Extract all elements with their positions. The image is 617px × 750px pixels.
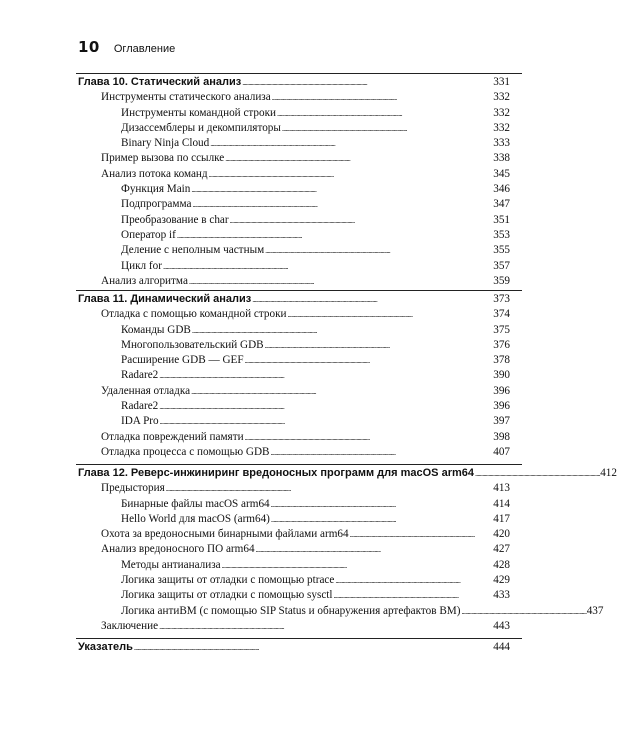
- dot-leader: [230, 214, 493, 228]
- toc-entry[interactable]: [78, 274, 510, 289]
- dot-leader: [242, 76, 492, 90]
- toc-entry-title: Отладка с помощью командной строки: [101, 308, 287, 321]
- toc-entry-page: 357: [493, 259, 510, 272]
- toc-entry[interactable]: [78, 368, 510, 383]
- toc-entry-title: Radare2: [121, 369, 159, 382]
- toc-entry-title: Указатель: [78, 641, 133, 653]
- dot-leader: [210, 137, 492, 151]
- toc-entry-title: Команды GDB: [121, 323, 191, 336]
- toc-section: [78, 75, 510, 289]
- toc-entry[interactable]: [78, 307, 510, 322]
- toc-entry[interactable]: [78, 353, 510, 368]
- toc-entry[interactable]: [78, 527, 510, 542]
- dot-leader: [222, 559, 493, 573]
- toc-entry-title: Отладка повреждений памяти: [101, 430, 244, 443]
- toc-entry[interactable]: [78, 573, 510, 588]
- dot-leader: [271, 498, 493, 512]
- toc-entry[interactable]: [78, 228, 510, 243]
- section-rule: [76, 73, 522, 74]
- toc-entry-page: 397: [493, 415, 510, 428]
- toc-entry-title: Расширение GDB — GEF: [121, 354, 244, 367]
- toc-entry[interactable]: [78, 619, 510, 634]
- toc-entry-page: 390: [493, 369, 510, 382]
- toc-entry[interactable]: [78, 90, 510, 105]
- toc-entry-title: Предыстория: [101, 482, 165, 495]
- section-rule: [76, 290, 522, 291]
- toc-entry-page: 417: [493, 512, 510, 525]
- toc-entry[interactable]: [78, 243, 510, 258]
- toc-entry-page: 444: [493, 641, 510, 653]
- toc-entry-title: Преобразование в char: [121, 213, 229, 226]
- toc-entry[interactable]: [78, 558, 510, 573]
- toc-entry[interactable]: [78, 167, 510, 182]
- dot-leader: [334, 589, 493, 603]
- toc-entry-page: 347: [493, 198, 510, 211]
- dot-leader: [271, 513, 492, 527]
- dot-leader: [277, 107, 492, 121]
- toc-entry-page: 420: [493, 528, 510, 541]
- toc-entry-title: Логика защиты от отладки с помощью sysctl: [121, 589, 333, 602]
- toc-entry-page: 345: [493, 167, 510, 180]
- toc-entry-title: Цикл for: [121, 259, 162, 272]
- toc-entry-page: 331: [493, 76, 510, 88]
- toc-entry-page: 375: [493, 323, 510, 336]
- toc-chapter-entry[interactable]: [78, 292, 510, 307]
- toc-entry-title: Отладка процесса с помощью GDB: [101, 445, 270, 458]
- toc-entry[interactable]: [78, 481, 510, 496]
- toc-entry-title: Hello World для macOS (arm64): [121, 512, 270, 525]
- toc-entry-page: 428: [493, 558, 510, 571]
- toc-entry[interactable]: [78, 414, 510, 429]
- toc-entry[interactable]: [78, 136, 510, 151]
- toc-entry[interactable]: [78, 604, 604, 619]
- toc-entry-title: Глава 11. Динамический анализ: [78, 293, 252, 305]
- toc-entry[interactable]: [78, 588, 510, 603]
- running-title: Оглавление: [113, 43, 176, 55]
- dot-leader: [335, 574, 492, 588]
- toc-entry-page: 396: [493, 384, 510, 397]
- toc-entry-title: Оператор if: [121, 228, 176, 241]
- toc-entry-page: 398: [493, 430, 510, 443]
- toc-entry-page: 414: [493, 497, 510, 510]
- toc-entry-page: 429: [493, 574, 510, 587]
- dot-leader: [192, 198, 492, 212]
- toc-entry-title: Логика защиты от отладки с помощью ptrace: [121, 574, 335, 587]
- toc-entry-page: 376: [493, 338, 510, 351]
- dot-leader: [475, 467, 599, 481]
- section-rule: [76, 638, 522, 639]
- toc-entry-page: 413: [493, 482, 510, 495]
- dot-leader: [245, 431, 493, 445]
- toc-entry[interactable]: [78, 497, 510, 512]
- toc-entry-title: Бинарные файлы macOS arm64: [121, 497, 270, 510]
- toc-entry-page: 407: [493, 445, 510, 458]
- toc-entry[interactable]: [78, 445, 510, 460]
- toc-entry-title: Binary Ninja Cloud: [121, 137, 210, 150]
- toc-entry-page: 351: [493, 213, 510, 226]
- toc-entry[interactable]: [78, 182, 510, 197]
- toc-entry-page: 355: [493, 244, 510, 257]
- toc-entry-title: Заключение: [101, 619, 159, 632]
- dot-leader: [209, 168, 493, 182]
- dot-leader: [134, 641, 492, 655]
- toc-entry-page: 374: [493, 308, 510, 321]
- toc-entry-title: Дизассемблеры и декомпиляторы: [121, 121, 281, 134]
- toc-entry[interactable]: [78, 259, 510, 274]
- toc-entry-page: 443: [493, 619, 510, 632]
- toc-entry-page: 332: [493, 121, 510, 134]
- dot-leader: [245, 354, 493, 368]
- toc-entry[interactable]: [78, 106, 510, 121]
- dot-leader: [256, 543, 493, 557]
- toc-entry-title: Методы антианализа: [121, 558, 221, 571]
- toc-entry[interactable]: [78, 213, 510, 228]
- toc-entry-title: Инструменты командной строки: [121, 106, 277, 119]
- dot-leader: [159, 400, 492, 414]
- toc-entry-page: 353: [493, 228, 510, 241]
- toc-entry-page: 427: [493, 543, 510, 556]
- toc-entry-page: 412: [600, 467, 617, 479]
- toc-entry[interactable]: [78, 121, 510, 136]
- toc-entry-title: Логика антиВМ (с помощью SIP Status и обнаружения артефактов ВМ): [121, 604, 461, 617]
- dot-leader: [192, 324, 492, 338]
- toc-chapter-entry[interactable]: [78, 466, 617, 481]
- toc-entry-page: 359: [493, 274, 510, 287]
- toc-section: [78, 292, 510, 460]
- toc-entry-title: Анализ потока команд: [101, 167, 208, 180]
- toc-entry-page: 346: [493, 183, 510, 196]
- toc-entry-title: Глава 12. Реверс-инжиниринг вредоносных программ для macOS arm64: [78, 467, 474, 479]
- toc-entry-page: 332: [493, 91, 510, 104]
- toc-section: [78, 466, 617, 634]
- toc-entry-page: 373: [493, 293, 510, 305]
- running-head: [78, 38, 175, 56]
- toc-entry-title: Анализ вредоносного ПО arm64: [101, 543, 255, 556]
- dot-leader: [160, 415, 493, 429]
- dot-leader: [159, 369, 492, 383]
- dot-leader: [288, 308, 493, 322]
- dot-leader: [272, 91, 493, 105]
- toc-entry-title: Удаленная отладка: [101, 384, 191, 397]
- toc-entry-title: Подпрограмма: [121, 198, 192, 211]
- toc-entry[interactable]: [78, 512, 510, 527]
- toc-entry[interactable]: [78, 323, 510, 338]
- dot-leader: [265, 244, 492, 258]
- toc-entry-title: Многопользовательский GDB: [121, 338, 264, 351]
- toc-entry-title: Инструменты статического анализа: [101, 91, 271, 104]
- dot-leader: [461, 605, 585, 619]
- toc-entry-title: Функция Main: [121, 183, 191, 196]
- dot-leader: [350, 528, 493, 542]
- page-number: 10: [78, 38, 100, 56]
- dot-leader: [191, 183, 492, 197]
- toc-entry[interactable]: [78, 384, 510, 399]
- dot-leader: [166, 482, 492, 496]
- dot-leader: [159, 620, 492, 634]
- section-rule: [76, 464, 522, 465]
- toc-entry[interactable]: [78, 399, 510, 414]
- toc-entry-title: Анализ алгоритма: [101, 274, 188, 287]
- dot-leader: [265, 339, 493, 353]
- dot-leader: [252, 293, 492, 307]
- toc-entry[interactable]: [78, 338, 510, 353]
- toc-entry[interactable]: [78, 542, 510, 557]
- dot-leader: [271, 446, 493, 460]
- dot-leader: [189, 275, 492, 289]
- toc-entry-page: 332: [493, 106, 510, 119]
- toc-entry-page: 396: [493, 400, 510, 413]
- toc-entry-page: 338: [493, 152, 510, 165]
- dot-leader: [282, 122, 492, 136]
- toc-entry-title: IDA Pro: [121, 415, 159, 428]
- toc-entry[interactable]: [78, 430, 510, 445]
- dot-leader: [177, 229, 492, 243]
- toc-entry[interactable]: [78, 197, 510, 212]
- toc-entry-title: Пример вызова по ссылке: [101, 152, 225, 165]
- dot-leader: [225, 152, 492, 166]
- toc-entry-page: 433: [493, 589, 510, 602]
- toc-entry-page: 333: [493, 137, 510, 150]
- toc-section: [78, 640, 510, 655]
- toc-entry-title: Глава 10. Статический анализ: [78, 76, 242, 88]
- toc-entry[interactable]: [78, 151, 510, 166]
- toc-entry-title: Охота за вредоносными бинарными файлами arm64: [101, 528, 349, 541]
- dot-leader: [163, 260, 492, 274]
- toc-chapter-entry[interactable]: [78, 640, 510, 655]
- toc-entry-page: 378: [493, 354, 510, 367]
- toc-chapter-entry[interactable]: [78, 75, 510, 90]
- dot-leader: [191, 385, 492, 399]
- toc-entry-title: Radare2: [121, 400, 159, 413]
- toc-entry-page: 437: [586, 604, 604, 617]
- toc-entry-title: Деление с неполным частным: [121, 244, 265, 257]
